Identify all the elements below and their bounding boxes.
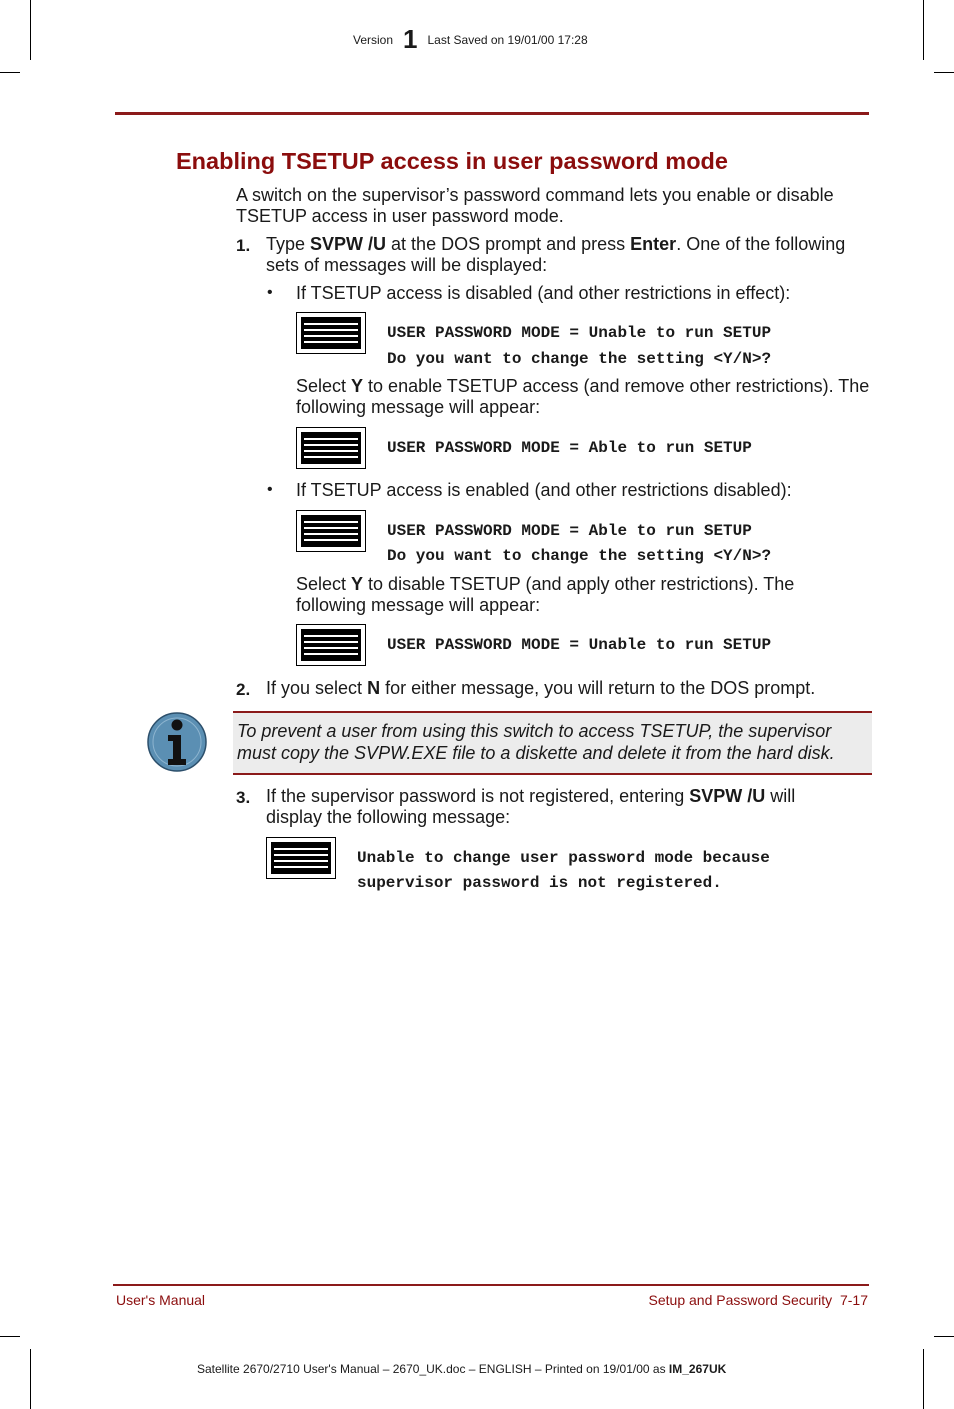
footer-left: User's Manual [116, 1292, 206, 1308]
version-number: 1 [403, 24, 418, 54]
screen-icon [266, 837, 336, 879]
select-enable-text: Select Y to enable TSETUP access (and remove other restrictions). The following message will appear: [296, 376, 870, 417]
code-message: USER PASSWORD MODE = Unable to run SETUP [387, 324, 772, 342]
screen-icon [296, 312, 366, 354]
bullet-icon: • [267, 284, 273, 301]
info-icon [146, 711, 208, 773]
screen-icon [296, 510, 366, 552]
bullet-disabled-text: If TSETUP access is disabled (and other restrictions in effect): [296, 283, 791, 303]
header-rule [115, 112, 869, 115]
note-box [233, 711, 872, 775]
step-2-text: If you select N for either message, you will return to the DOS prompt. [266, 678, 816, 698]
print-line: Satellite 2670/2710 User's Manual – 2670_UK.doc – ENGLISH – Printed on 19/01/00 as IM_267UK [197, 1362, 727, 1376]
step-3-text: If the supervisor password is not registered, entering SVPW /U will display the following message: [266, 786, 796, 827]
screen-icon [296, 624, 366, 666]
intro-paragraph: A switch on the supervisor’s password command lets you enable or disable TSETUP access in user password mode. [236, 185, 834, 226]
last-saved: Last Saved on 19/01/00 17:28 [427, 33, 588, 47]
crop-mark [923, 1349, 924, 1409]
crop-mark [934, 1336, 954, 1337]
step-number: 1. [236, 236, 251, 255]
code-message: Unable to change user password mode because [357, 849, 770, 867]
step-number: 2. [236, 680, 251, 699]
bullet-icon: • [267, 481, 273, 498]
code-message: USER PASSWORD MODE = Able to run SETUP [387, 522, 752, 540]
crop-mark [30, 1349, 31, 1409]
select-disable-text: Select Y to disable TSETUP (and apply other restrictions). The following message will appear: [296, 574, 795, 615]
code-message: supervisor password is not registered. [357, 874, 722, 892]
version-label: Version [353, 33, 394, 47]
crop-mark [0, 72, 20, 73]
version-line [353, 24, 588, 55]
crop-mark [30, 0, 31, 60]
code-message: USER PASSWORD MODE = Able to run SETUP [387, 439, 752, 457]
screen-icon [296, 427, 366, 469]
note-text: To prevent a user from using this switch to access TSETUP, the supervisor must copy the SVPW.EXE file to a diskette and delete it from the hard disk. [237, 721, 835, 763]
code-message: Do you want to change the setting <Y/N>? [387, 547, 772, 565]
crop-mark [0, 1336, 20, 1337]
code-message: USER PASSWORD MODE = Unable to run SETUP [387, 636, 772, 654]
footer-rule [113, 1284, 869, 1286]
footer-right: Setup and Password Security 7-17 [648, 1292, 868, 1308]
crop-mark [934, 72, 954, 73]
crop-mark [923, 0, 924, 60]
code-message: Do you want to change the setting <Y/N>? [387, 350, 772, 368]
step-1-text: Type SVPW /U at the DOS prompt and press Enter. One of the following sets of messages will be displayed: [266, 234, 846, 275]
section-title: Enabling TSETUP access in user password mode [176, 148, 728, 174]
step-number: 3. [236, 788, 251, 807]
bullet-enabled-text: If TSETUP access is enabled (and other restrictions disabled): [296, 480, 792, 500]
